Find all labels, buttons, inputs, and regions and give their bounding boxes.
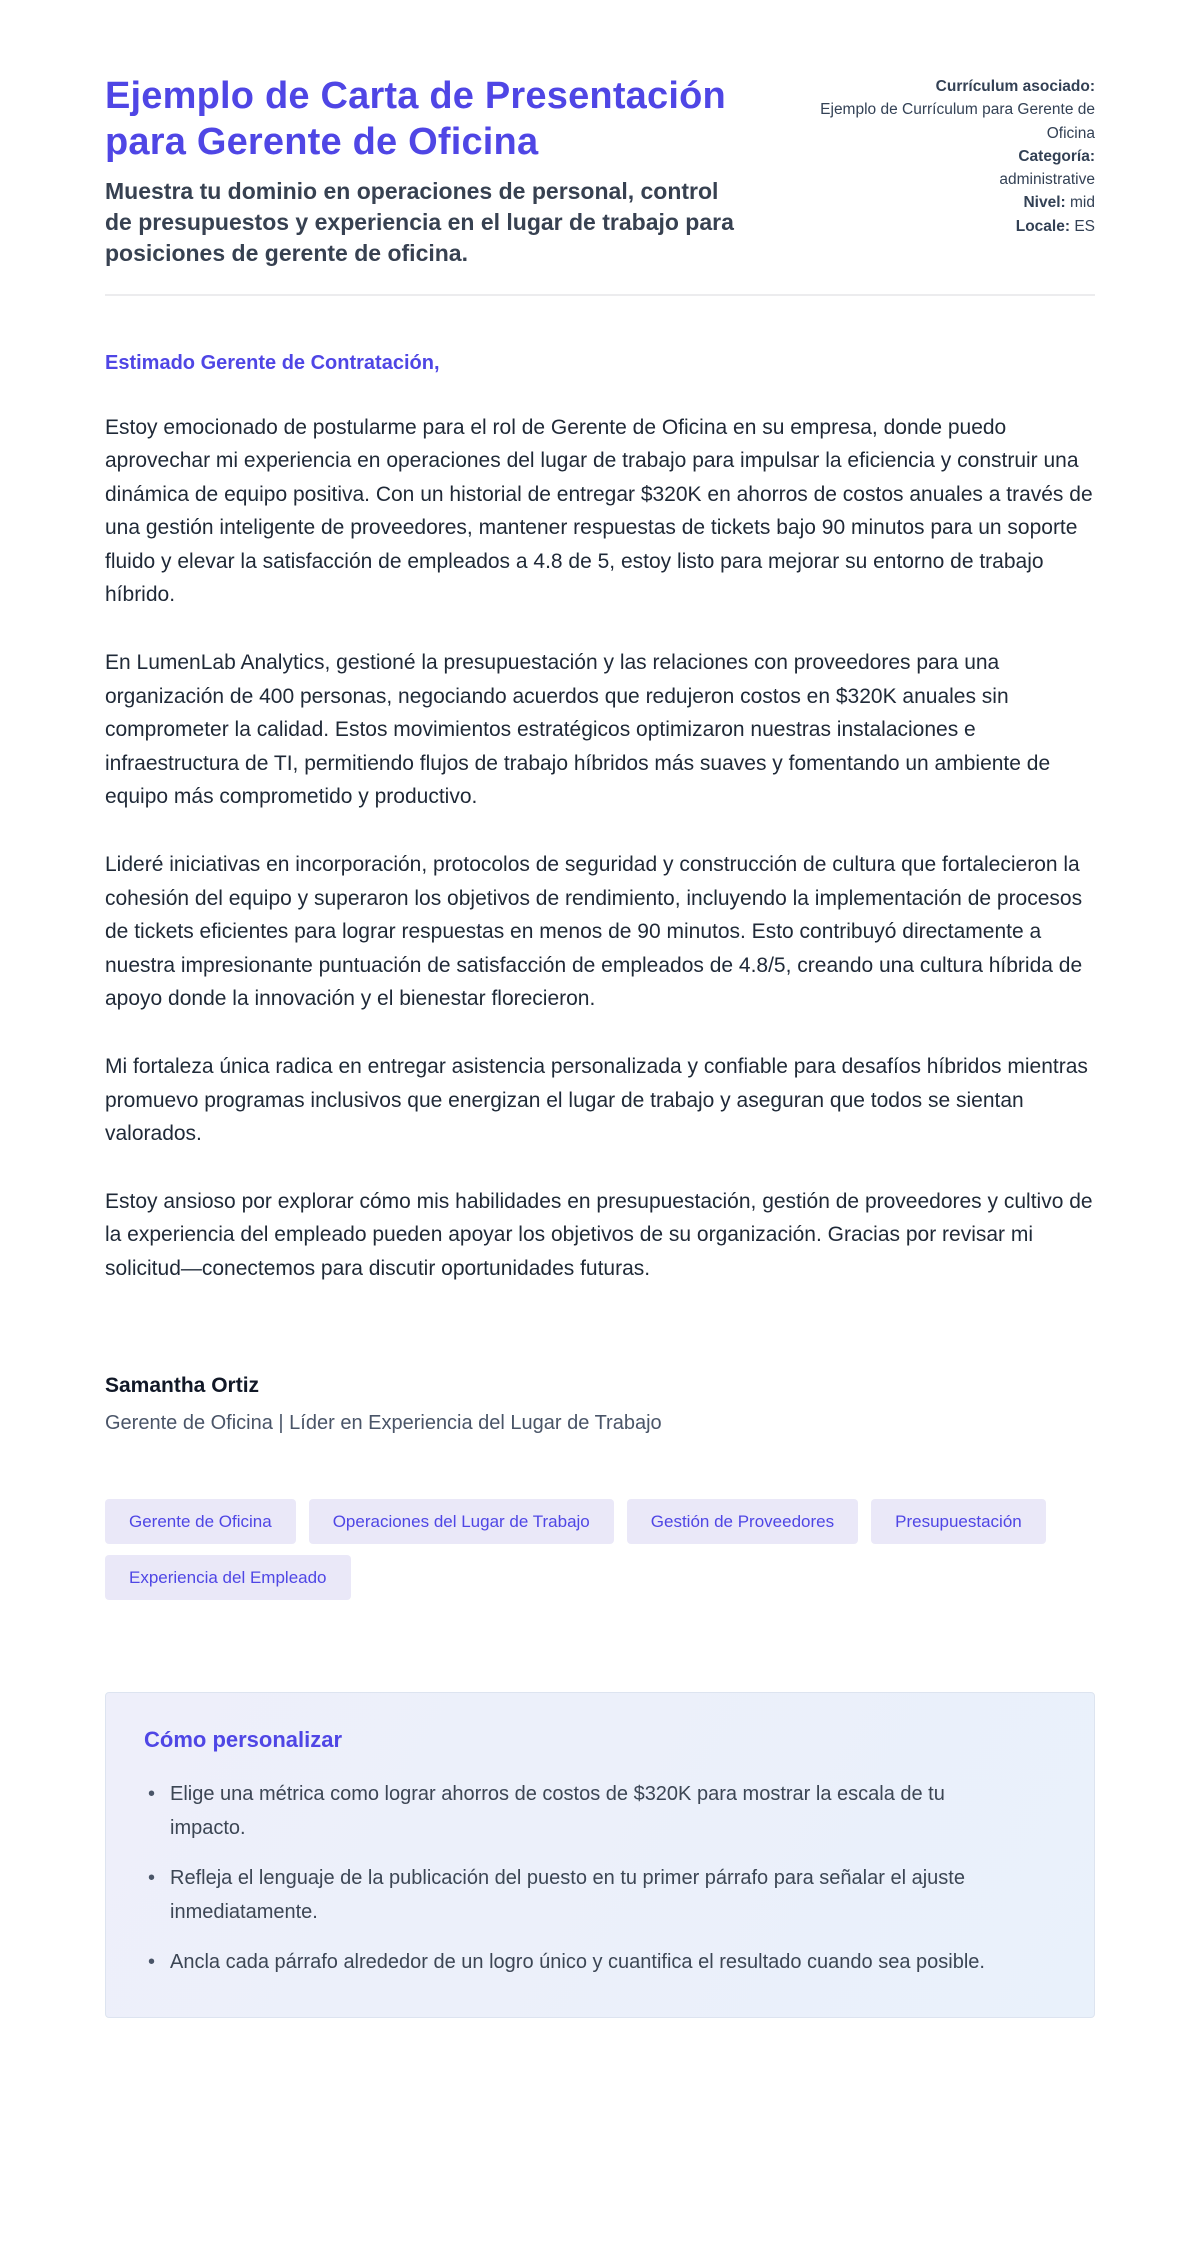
meta-level-label: Nivel:: [1023, 194, 1066, 212]
tips-box: [105, 1692, 1095, 2018]
header-divider: [105, 294, 1095, 296]
tips-list: [144, 1777, 1054, 1979]
meta-category-value: administrative: [999, 171, 1095, 188]
tag-list: [105, 1499, 1095, 1600]
header: [105, 73, 1095, 270]
meta-locale-row: [795, 215, 1095, 238]
letter-paragraph-4: Mi fortaleza única radica en entregar asistencia personalizada y confiable para desafíos híbridos mientras promuevo programas inclusivos que energizan el lugar de trabajo y aseguran que todos se sientan valorados.: [105, 1055, 1088, 1146]
page-subtitle: Muestra tu dominio en operaciones de personal, control de presupuestos y experiencia en el lugar de trabajo para posiciones de gerente de oficina.: [105, 177, 734, 267]
meta-panel: [795, 73, 1095, 238]
letter-paragraph-2: En LumenLab Analytics, gestioné la presupuestación y las relaciones con proveedores para una organización de 400 personas, negociando acuerdos que redujeron costos en $320K anuales sin comprometer la calidad. Estos movimientos estratégicos optimizaron nuestras instalaciones e infraestructura de TI, permitiendo flujos de trabajo híbridos más suaves y fomentando un ambiente de equipo más comprometido y productivo.: [105, 651, 1051, 809]
page-title: Ejemplo de Carta de Presentación para Gerente de Oficina: [105, 75, 726, 164]
tips-heading: Cómo personalizar: [144, 1726, 343, 1752]
meta-level-row: [795, 191, 1095, 214]
tag-chip-presupuestacion[interactable]: Presupuestación: [871, 1499, 1046, 1544]
tip-item-3: • Ancla cada párrafo alrededor de un logro único y cuantifica el resultado cuando sea posible.: [144, 1945, 1024, 1979]
meta-locale-value: ES: [1074, 217, 1095, 235]
tip-item-2: • Refleja el lenguaje de la publicación del puesto en tu primer párrafo para señalar el ajuste inmediatamente.: [144, 1861, 1024, 1929]
header-left: [105, 73, 735, 270]
tip-item-1: • Elige una métrica como lograr ahorros de costos de $320K para mostrar la escala de tu impacto.: [144, 1777, 1024, 1845]
meta-level-value: mid: [1070, 194, 1095, 212]
letter-paragraph-3: Lideré iniciativas en incorporación, protocolos de seguridad y construcción de cultura que fortalecieron la cohesión del equipo y superaron los objetivos de rendimiento, incluyendo la implementación de procesos de tickets eficientes para lograr respuestas en menos de 90 minutos. Esto contribuyó directamente a nuestra impresionante puntuación de satisfacción de empleados de 4.8/5, creando una cultura híbrida de apoyo donde la innovación y el bienestar florecieron.: [105, 853, 1083, 1011]
tag-chip-experiencia-del-empleado[interactable]: Experiencia del Empleado: [105, 1555, 351, 1600]
letter-paragraph-1: Estoy emocionado de postularme para el rol de Gerente de Oficina en su empresa, donde puedo aprovechar mi experiencia en operaciones del lugar de trabajo para impulsar la eficiencia y construir una dinámica de equipo positiva. Con un historial de entregar $320K en ahorros de costos anuales a través de una gestión inteligente de proveedores, mantener respuestas de tickets bajo 90 minutos para un soporte fluido y elevar la satisfacción de empleados a 4.8 de 5, estoy listo para mejorar su entorno de trabajo híbrido.: [105, 415, 1093, 607]
meta-resume-label: Currículum asociado:: [935, 78, 1095, 95]
signature-block: [105, 1374, 1095, 1435]
letter-body: [105, 352, 1095, 1435]
tag-chip-gestion-de-proveedores[interactable]: Gestión de Proveedores: [627, 1499, 858, 1544]
letter-paragraph-5: Estoy ansioso por explorar cómo mis habilidades en presupuestación, gestión de proveedores y cultivo de la experiencia del empleado pueden apoyar los objetivos de su organización. Gracias por revisar mi solicitud—conectemos para discutir oportunidades futuras.: [105, 1189, 1093, 1280]
meta-resume-value: Ejemplo de Currículum para Gerente de Oficina: [820, 101, 1095, 142]
meta-locale-label: Locale:: [1015, 217, 1070, 235]
meta-category-label: Categoría:: [1018, 147, 1095, 165]
letter-greeting: Estimado Gerente de Contratación,: [105, 351, 440, 374]
signature-name: Samantha Ortiz: [105, 1373, 260, 1397]
tag-chip-gerente-de-oficina[interactable]: Gerente de Oficina: [105, 1499, 296, 1544]
tag-chip-operaciones-del-lugar-de-trabajo[interactable]: Operaciones del Lugar de Trabajo: [309, 1499, 614, 1544]
signature-title: Gerente de Oficina | Líder en Experiencia del Lugar de Trabajo: [105, 1411, 662, 1434]
